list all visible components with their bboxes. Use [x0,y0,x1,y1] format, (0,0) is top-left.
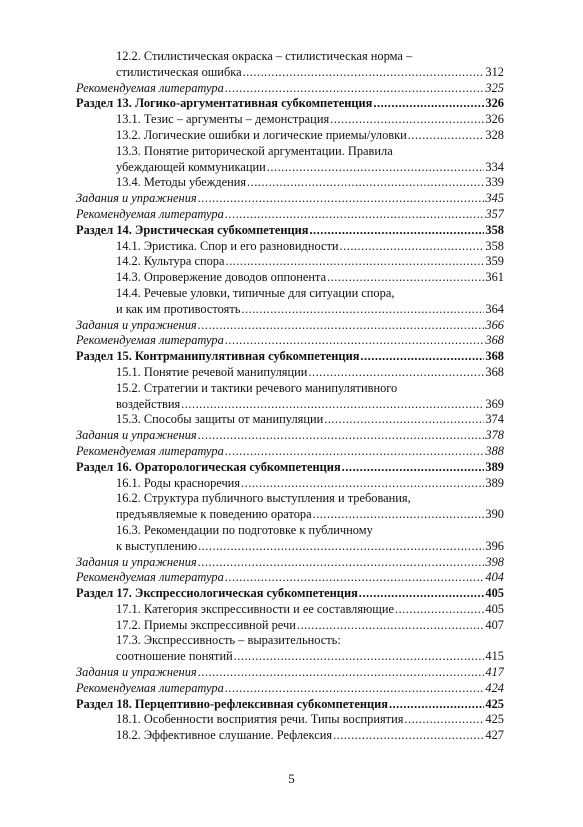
toc-page-number: 404 [485,570,504,585]
dot-leader [359,586,485,602]
toc-section-entry [76,349,504,365]
toc-page-number: 328 [485,127,504,142]
toc-page-number: 369 [485,396,504,411]
toc-entry-title: Рекомендуемая литература [76,333,224,348]
toc-aux-entry [76,191,504,207]
toc-entry-title: воздействия [116,396,181,411]
dot-leader [198,428,485,444]
toc-page-number: 358 [485,222,504,237]
dot-leader [198,539,484,555]
table-of-contents [76,49,504,744]
toc-page-number: 368 [485,333,504,348]
toc-page-number: 358 [485,238,504,253]
toc-page-number: 374 [485,412,504,427]
toc-entry-title: Задания и упражнения [76,665,197,680]
toc-entry-title: 13.1. Тезис – аргументы – демонстрация [116,112,330,127]
toc-entry-title: Рекомендуемая литература [76,80,224,95]
toc-page-number: 398 [485,554,504,569]
dot-leader [225,207,485,223]
toc-page-number: 325 [485,80,504,95]
toc-entry-title-line: 15.2. Стратегии и тактики речевого манипулятивного [116,380,398,395]
dot-leader [324,412,484,428]
toc-page-number: 312 [485,64,504,79]
toc-subsection-entry [76,728,504,744]
toc-entry-title: Раздел 16. Ораторологическая субкомпетенция [76,459,341,474]
toc-entry-title: Раздел 13. Логико-аргументативная субкомпетенция [76,96,373,111]
dot-leader [198,191,485,207]
toc-subsection-entry [76,112,504,128]
toc-subsection-entry [76,286,504,318]
toc-subsection-entry [76,144,504,176]
toc-entry-title: 18.1. Особенности восприятия речи. Типы восприятия [116,712,404,727]
toc-page-number: 396 [485,538,504,553]
toc-page-number: 359 [485,254,504,269]
toc-entry-title: предъявляемые к поведению оратора [116,507,312,522]
toc-page-number: 390 [485,507,504,522]
toc-page-number: 425 [485,696,504,711]
toc-aux-entry [76,681,504,697]
toc-page-number: 366 [485,317,504,332]
toc-page-number: 424 [485,680,504,695]
dot-leader [404,712,484,728]
toc-entry-title: Задания и упражнения [76,428,197,443]
dot-leader [234,649,485,665]
toc-page-number: 405 [485,586,504,601]
toc-entry-title: 13.2. Логические ошибки и логические приемы/уловки [116,127,407,142]
toc-section-entry [76,96,504,112]
dot-leader [198,318,485,334]
toc-entry-title: 14.1. Эристика. Спор и его разновидности [116,238,339,253]
toc-subsection-entry [76,128,504,144]
toc-page-number: 425 [485,712,504,727]
toc-page-number: 415 [485,649,504,664]
toc-entry-title: Раздел 18. Перцептивно-рефлексивная субкомпетенция [76,696,388,711]
toc-subsection-entry [76,602,504,618]
toc-page-number: 405 [485,601,504,616]
dot-leader [225,681,485,697]
toc-page-number: 326 [485,96,504,111]
toc-entry-title: Задания и упражнения [76,554,197,569]
toc-page-number: 368 [485,364,504,379]
toc-page-number: 368 [485,349,504,364]
toc-subsection-entry [76,412,504,428]
toc-entry-title-line: 12.2. Стилистическая окраска – стилистическая норма – [116,49,413,63]
dot-leader [243,65,485,81]
toc-entry-title: соотношение понятий [116,649,233,664]
toc-entry-title: 15.3. Способы защиты от манипуляции [116,412,324,427]
toc-page-number: 378 [485,428,504,443]
toc-page-number: 364 [485,301,504,316]
dot-leader [198,555,485,571]
toc-entry-title: Задания и упражнения [76,317,197,332]
toc-entry-title: Раздел 17. Экспрессиологическая субкомпетенция [76,586,358,601]
dot-leader [225,570,485,586]
dot-leader [342,460,485,476]
toc-entry-title: Рекомендуемая литература [76,443,224,458]
dot-leader [267,160,485,176]
toc-entry-title: убеждающей коммуникации [116,159,266,174]
dot-leader [395,602,484,618]
toc-page-number: 357 [485,206,504,221]
dot-leader [225,254,484,270]
toc-entry-title: к выступлению [116,538,198,553]
page-number: 5 [288,771,295,786]
toc-entry-title: 13.4. Методы убеждения [116,175,247,190]
dot-leader [389,697,484,713]
toc-subsection-entry [76,523,504,555]
toc-subsection-entry [76,712,504,728]
toc-entry-title: Задания и упражнения [76,191,197,206]
toc-entry-title-line: 16.2. Структура публичного выступления и требования, [116,491,411,506]
toc-aux-entry [76,570,504,586]
toc-entry-title: Рекомендуемая литература [76,206,224,221]
dot-leader [241,302,484,318]
toc-page-number: 326 [485,112,504,127]
toc-entry-title: 18.2. Эффективное слушание. Рефлексия [116,728,333,743]
dot-leader [373,96,484,112]
toc-subsection-entry [76,270,504,286]
toc-subsection-entry [76,254,504,270]
dot-leader [181,397,484,413]
toc-section-entry [76,697,504,713]
toc-entry-title-line: 14.4. Речевые уловки, типичные для ситуации спора, [116,285,395,300]
toc-entry-title: Раздел 15. Контрманипулятивная субкомпетенция [76,349,360,364]
toc-entry-title: 17.2. Приемы экспрессивной речи [116,617,296,632]
toc-subsection-entry [76,618,504,634]
toc-page-number: 389 [485,475,504,490]
toc-entry-title-line: 16.3. Рекомендации по подготовке к публичному [116,522,373,537]
toc-aux-entry [76,444,504,460]
toc-aux-entry [76,333,504,349]
dot-leader [333,728,484,744]
toc-entry-title: 14.2. Культура спора [116,254,225,269]
toc-page-number: 427 [485,728,504,743]
dot-leader [225,444,485,460]
toc-page-number: 388 [485,443,504,458]
toc-section-entry [76,586,504,602]
toc-entry-title: Раздел 14. Эристическая субкомпетенция [76,222,309,237]
dot-leader [327,270,484,286]
toc-entry-title: Рекомендуемая литература [76,680,224,695]
dot-leader [340,239,485,255]
dot-leader [313,507,485,523]
toc-section-entry [76,460,504,476]
toc-page-number: 334 [485,159,504,174]
toc-page-number: 389 [485,459,504,474]
toc-entry-title: 16.1. Роды красноречия [116,475,241,490]
toc-aux-entry [76,665,504,681]
dot-leader [225,333,485,349]
dot-leader [241,476,484,492]
toc-entry-title: 17.1. Категория экспрессивности и ее составляющие [116,601,394,616]
toc-page-number: 417 [485,665,504,680]
toc-subsection-entry [76,476,504,492]
toc-entry-title: стилистическая ошибка [116,64,242,79]
toc-entry-title: Рекомендуемая литература [76,570,224,585]
toc-subsection-entry [76,49,504,81]
toc-section-entry [76,223,504,239]
toc-subsection-entry [76,491,504,523]
dot-leader [309,223,484,239]
dot-leader [198,665,485,681]
toc-entry-title-line: 13.3. Понятие риторической аргументации. Правила [116,143,393,158]
toc-subsection-entry [76,633,504,665]
toc-subsection-entry [76,175,504,191]
dot-leader [297,618,485,634]
toc-aux-entry [76,428,504,444]
dot-leader [360,349,484,365]
toc-aux-entry [76,555,504,571]
toc-page-number: 361 [485,270,504,285]
dot-leader [225,81,485,97]
dot-leader [330,112,484,128]
dot-leader [308,365,484,381]
toc-subsection-entry [76,381,504,413]
dot-leader [408,128,485,144]
toc-entry-title: 15.1. Понятие речевой манипуляции [116,364,308,379]
toc-entry-title-line: 17.3. Экспрессивность – выразительность: [116,633,341,648]
toc-entry-title: и как им противостоять [116,301,241,316]
toc-subsection-entry [76,365,504,381]
toc-subsection-entry [76,239,504,255]
toc-aux-entry [76,81,504,97]
dot-leader [247,175,484,191]
toc-page-number: 407 [485,617,504,632]
toc-entry-title: 14.3. Опровержение доводов оппонента [116,270,327,285]
toc-page-number: 345 [485,191,504,206]
toc-aux-entry [76,318,504,334]
toc-aux-entry [76,207,504,223]
toc-page-number: 339 [485,175,504,190]
